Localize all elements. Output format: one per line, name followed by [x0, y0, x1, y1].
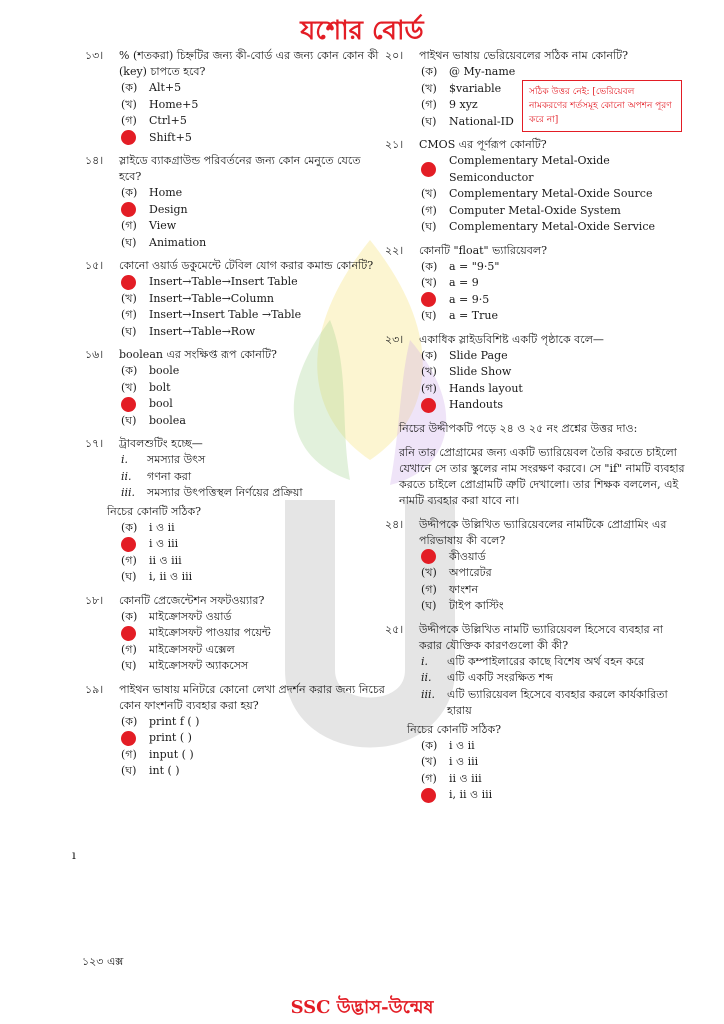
option[interactable] — [85, 80, 385, 97]
option-label: (খ) — [121, 380, 137, 394]
question-text: কোনটি "float" ভ্যারিয়েবল? — [419, 243, 547, 257]
question-head — [385, 517, 685, 549]
option-text: Insert→Table→Row — [149, 324, 256, 338]
option-label: (খ) — [421, 755, 437, 768]
option[interactable] — [85, 520, 385, 537]
option[interactable] — [85, 569, 385, 586]
option-text: কীওয়ার্ড — [449, 549, 486, 563]
option[interactable] — [385, 549, 685, 566]
option-text: Alt+5 — [149, 81, 182, 94]
question-head — [85, 48, 385, 80]
option[interactable] — [85, 380, 385, 397]
option-text: মাইক্রোসফট এক্সেল — [149, 642, 235, 656]
side-mark: ı — [72, 848, 76, 862]
question-number: ২৫। — [385, 622, 404, 636]
question-text: CMOS এর পূর্ণরূপ কোনটি? — [419, 138, 547, 151]
option-text: i ও iii — [449, 755, 479, 768]
correct-answer-marker — [421, 788, 436, 803]
correct-answer-marker — [121, 626, 136, 641]
question-number: ১৩। — [85, 49, 104, 62]
statement — [385, 654, 685, 671]
option-label: (খ) — [421, 187, 437, 200]
option[interactable] — [85, 291, 385, 308]
option[interactable] — [85, 609, 385, 626]
correct-answer-marker — [421, 549, 436, 564]
option-label: (গ) — [421, 771, 437, 785]
question-head — [85, 682, 385, 714]
option-label: (ঘ) — [421, 599, 437, 612]
option[interactable] — [85, 113, 385, 130]
option-label: (ঘ) — [121, 324, 137, 338]
option[interactable] — [385, 153, 685, 186]
option-label: (ক) — [421, 738, 438, 752]
question-block — [85, 153, 385, 251]
option-text: $variable — [449, 81, 502, 95]
option-label: (ক) — [421, 259, 438, 273]
question-block — [385, 137, 685, 236]
correct-answer-marker — [421, 292, 436, 307]
question-block — [385, 517, 685, 615]
question-head — [385, 137, 685, 153]
statement-text: সমস্যার উৎপত্তিস্থল নির্ণয়ের প্রক্রিয়া — [147, 486, 303, 499]
option-text: a = 9 — [449, 276, 479, 289]
question-head — [385, 622, 685, 654]
option-label: (গ) — [121, 308, 137, 321]
question-text: boolean এর সংক্ষিপ্ত রূপ কোনটি? — [119, 348, 277, 361]
question-number: ২০। — [385, 49, 404, 62]
option[interactable] — [85, 747, 385, 764]
option-label: (ঘ) — [421, 309, 437, 322]
correct-answer-marker — [121, 275, 136, 290]
question-head — [385, 332, 685, 348]
option-label: (ক) — [121, 81, 138, 94]
option-text: @ My-name — [449, 65, 516, 78]
option-label: (গ) — [121, 553, 137, 567]
option-text: print f ( ) — [149, 714, 200, 728]
option[interactable] — [85, 625, 385, 642]
option-label: (ঘ) — [421, 220, 437, 233]
option[interactable] — [85, 274, 385, 291]
question-number: ১৫। — [85, 259, 104, 272]
question-number: ১৪। — [85, 154, 104, 167]
option[interactable] — [85, 97, 385, 114]
option[interactable] — [385, 64, 685, 81]
option[interactable] — [385, 259, 685, 276]
question-text: উদ্দীপকে উল্লিখিত নামটি ভ্যারিয়েবল হিসেবে ব্যবহার না করার যৌক্তিক কারণগুলো কী কী? — [419, 622, 663, 652]
statement — [85, 452, 385, 469]
correct-answer-marker — [121, 202, 136, 217]
question-block — [85, 593, 385, 675]
option[interactable] — [385, 275, 685, 292]
option-text: Animation — [149, 235, 207, 249]
statement-label: iii. — [121, 486, 136, 499]
option-text: i ও ii — [149, 520, 175, 534]
option[interactable] — [85, 218, 385, 235]
question-number: ২৪। — [385, 517, 404, 531]
option-label: (খ) — [421, 365, 437, 378]
option-text: Slide Page — [449, 348, 508, 362]
option[interactable] — [85, 730, 385, 747]
footer-page-number: ১২৩ এক্স — [82, 955, 124, 968]
passage-intro: নিচের উদ্দীপকটি পড়ে ২৪ ও ২৫ নং প্রশ্নের উত্তর দাও: — [399, 421, 638, 435]
question-subprompt: নিচের কোনটি সঠিক? — [407, 722, 502, 736]
option-label: (ঘ) — [121, 570, 137, 583]
option-label: (ক) — [121, 364, 138, 377]
option-text: টাইপ কাস্টিং — [449, 599, 504, 612]
option-label: (গ) — [121, 114, 137, 127]
option-text: a = 9·5 — [449, 292, 490, 306]
passage-text: রনি তার প্রোগ্রামের জন্য একটি ভ্যারিয়েবল তৈরি করতে চাইলো যেখানে সে তার স্কুলের নাম সংরক্ষণ করবে। সে "if" নামটি ব্যবহার করতে চাইলে প্রোগ্রামটি ত্রুটি দেখালো। তার শিক্ষক বললেন, এই নামটি ব্যবহার করা যাবে না। — [399, 445, 685, 507]
option-text: i ও ii — [449, 738, 475, 752]
option-label: (ক) — [121, 520, 138, 534]
option-label: (খ) — [121, 291, 137, 305]
option[interactable] — [385, 565, 685, 582]
option-text: Slide Show — [449, 365, 512, 378]
statement-label: iii. — [421, 687, 436, 701]
option-text: 9 xyz — [449, 98, 478, 111]
question-number: ২৩। — [385, 332, 404, 346]
option[interactable] — [85, 396, 385, 413]
question-number: ২১। — [385, 138, 404, 151]
option[interactable] — [385, 598, 685, 615]
statement — [385, 687, 685, 720]
option[interactable] — [85, 553, 385, 570]
question-head — [85, 593, 385, 609]
option-text: View — [149, 219, 177, 232]
option[interactable] — [385, 364, 685, 381]
option-label: (গ) — [421, 98, 437, 111]
option-label: (ঘ) — [421, 114, 437, 128]
statement-text: গণনা করা — [147, 469, 192, 483]
question-text: পাইথন ভাষায় ভেরিয়েবলের সঠিক নাম কোনটি? — [419, 49, 629, 62]
option[interactable] — [85, 763, 385, 780]
option[interactable] — [85, 202, 385, 219]
option-label: (খ) — [121, 97, 137, 111]
correct-answer-marker — [121, 130, 136, 145]
option[interactable] — [85, 642, 385, 659]
option-text: Insert→Table→Insert Table — [149, 275, 298, 288]
option[interactable] — [385, 186, 685, 203]
option[interactable] — [85, 363, 385, 380]
question-subprompt: নিচের কোনটি সঠিক? — [107, 504, 202, 518]
option[interactable] — [385, 381, 685, 398]
question-block — [85, 258, 385, 340]
correct-answer-marker — [421, 398, 436, 413]
question-number: ২২। — [385, 243, 404, 257]
correct-answer-marker — [121, 537, 136, 552]
option-text: bool — [149, 397, 173, 410]
statement-text: এটি ভ্যারিয়েবল হিসেবে ব্যবহার করলে কার্যকারিতা হারায় — [447, 687, 668, 717]
statement — [85, 485, 385, 502]
option-label: (খ) — [421, 81, 437, 95]
option-text: Shift+5 — [149, 130, 192, 144]
option-text: National-ID — [449, 114, 514, 128]
question-head — [85, 258, 385, 274]
left-column — [85, 48, 385, 787]
correct-answer-marker — [121, 397, 136, 412]
question-text: পাইথন ভাষায় মনিটরে কোনো লেখা প্রদর্শন করার জন্য নিচের কোন ফাংশনটি ব্যবহার করা হয়? — [119, 682, 385, 712]
question-number: ১৯। — [85, 682, 104, 696]
option-label: (ঘ) — [121, 659, 137, 672]
question-head — [85, 153, 385, 185]
question-number: ১৮। — [85, 593, 104, 607]
option-label: (গ) — [121, 642, 137, 656]
option-text: Hands layout — [449, 381, 523, 395]
option-label: (ঘ) — [121, 413, 137, 427]
statement-label: ii. — [121, 469, 132, 483]
option-text: i, ii ও iii — [449, 788, 493, 801]
option-text: Complementary Metal-Oxide Semiconductor — [449, 154, 610, 184]
option-text: ii ও iii — [149, 553, 182, 567]
option-text: Handouts — [449, 398, 504, 411]
option-text: মাইক্রোসফট পাওয়ার পয়েন্ট — [149, 626, 271, 639]
option-text: ফাংশন — [449, 582, 479, 596]
option-label: (ক) — [121, 609, 138, 623]
option-text: Ctrl+5 — [149, 114, 187, 127]
option-label: (ক) — [121, 714, 138, 728]
statement-label: ii. — [421, 671, 432, 684]
question-head — [85, 347, 385, 363]
option-label: (গ) — [421, 381, 437, 395]
question-text: ট্রাবলশুটিং হচ্ছে— — [119, 437, 203, 450]
question-block — [85, 347, 385, 429]
option[interactable] — [385, 203, 685, 220]
option-text: bolt — [149, 380, 171, 394]
statement-text: সমস্যার উৎস — [147, 453, 206, 466]
answer-note: সঠিক উত্তর নেই: [ভেরিয়েবল নামকরণের শর্তসমূহ কোনো অপশন পূরণ করে না] — [522, 80, 682, 132]
option[interactable] — [85, 324, 385, 341]
option-label: (ঘ) — [121, 235, 137, 249]
option-label: (গ) — [121, 747, 137, 761]
correct-answer-marker — [121, 731, 136, 746]
question-text: স্লাইডে ব্যাকগ্রাউন্ড পরিবর্তনের জন্য কোন মেনুতে যেতে হবে? — [119, 154, 361, 183]
option-text: Complementary Metal-Oxide Service — [449, 220, 655, 233]
option-label: (ক) — [421, 348, 438, 362]
option-label: (ক) — [421, 65, 438, 78]
option-text: মাইক্রোসফট অ্যাকসেস — [149, 659, 249, 672]
statement-label: i. — [121, 453, 129, 466]
question-block — [385, 332, 685, 414]
question-block — [85, 682, 385, 780]
option[interactable] — [385, 308, 685, 325]
option[interactable] — [385, 582, 685, 599]
statement-label: i. — [421, 654, 429, 668]
option-text: Home+5 — [149, 97, 199, 111]
option-label: (গ) — [421, 203, 437, 217]
right-column — [385, 48, 685, 811]
option[interactable] — [385, 219, 685, 236]
option-label: (ঘ) — [121, 764, 137, 777]
question-head — [385, 243, 685, 259]
option-text: Design — [149, 202, 188, 216]
option-text: input ( ) — [149, 747, 194, 761]
option-label: (খ) — [421, 276, 437, 289]
option-text: অপারেটর — [449, 566, 492, 579]
option-label: (গ) — [121, 219, 137, 232]
option[interactable] — [385, 738, 685, 755]
question-head — [85, 436, 385, 452]
option-text: int ( ) — [149, 764, 180, 777]
question-text: কোনটি প্রেজেন্টেশন সফটওয়্যার? — [119, 593, 265, 607]
question-block — [85, 436, 385, 586]
option-text: boolea — [149, 413, 186, 427]
statement-text: এটি কম্পাইলারের কাছে বিশেষ অর্থ বহন করে — [447, 654, 645, 668]
option-label: (গ) — [421, 582, 437, 596]
option[interactable] — [85, 658, 385, 675]
option-text: ii ও iii — [449, 771, 482, 785]
correct-answer-marker — [421, 162, 436, 177]
statement — [85, 469, 385, 486]
option-text: i ও iii — [149, 537, 179, 550]
question-head — [385, 48, 685, 64]
question-text: কোনো ওয়ার্ড ডকুমেন্টে টেবিল যোগ করার কমান্ড কোনটি? — [119, 259, 374, 272]
option-text: Computer Metal-Oxide System — [449, 203, 621, 217]
option-text: মাইক্রোসফট ওয়ার্ড — [149, 609, 232, 623]
option-text: Insert→Insert Table →Table — [149, 308, 302, 321]
option-text: a = True — [449, 309, 498, 322]
option[interactable] — [85, 185, 385, 202]
option[interactable] — [385, 397, 685, 414]
question-number: ১৬। — [85, 348, 104, 361]
option-text: print ( ) — [149, 731, 192, 744]
question-text: উদ্দীপকে উল্লিখিত ভ্যারিয়েবলের নামটিকে প্রোগ্রামিং এর পরিভাষায় কী বলে? — [419, 517, 667, 547]
option-label: (ক) — [121, 186, 138, 199]
option[interactable] — [85, 714, 385, 731]
option-text: a = "9·5" — [449, 259, 500, 273]
question-block — [385, 622, 685, 804]
option[interactable] — [85, 130, 385, 147]
option-text: Home — [149, 186, 183, 199]
statement — [385, 670, 685, 687]
option[interactable] — [385, 771, 685, 788]
option-text: boole — [149, 364, 180, 377]
question-block — [85, 48, 385, 146]
footer-brand: SSC উদ্ভাস-উন্মেষ — [290, 997, 434, 1018]
option[interactable] — [85, 536, 385, 553]
statement-text: এটি একটি সংরক্ষিত শব্দ — [447, 671, 553, 684]
option[interactable] — [385, 292, 685, 309]
option-label: (খ) — [421, 566, 437, 579]
page-title: যশোর বোর্ড — [300, 16, 424, 46]
option[interactable] — [385, 787, 685, 804]
option-text: i, ii ও iii — [149, 570, 193, 583]
option[interactable] — [385, 348, 685, 365]
question-number: ১৭। — [85, 437, 104, 450]
option[interactable] — [85, 307, 385, 324]
option-text: Complementary Metal-Oxide Source — [449, 187, 653, 200]
option[interactable] — [85, 413, 385, 430]
option[interactable] — [385, 754, 685, 771]
option-text: Insert→Table→Column — [149, 291, 274, 305]
question-block — [385, 243, 685, 325]
question-text: একাধিক স্লাইডবিশিষ্ট একটি পৃষ্ঠাকে বলে— — [419, 332, 604, 346]
option[interactable] — [85, 235, 385, 252]
question-text: % (শতকরা) চিহ্নটির জন্য কী-বোর্ড এর জন্য কোন কোন কী (key) চাপতে হবে? — [119, 49, 379, 78]
